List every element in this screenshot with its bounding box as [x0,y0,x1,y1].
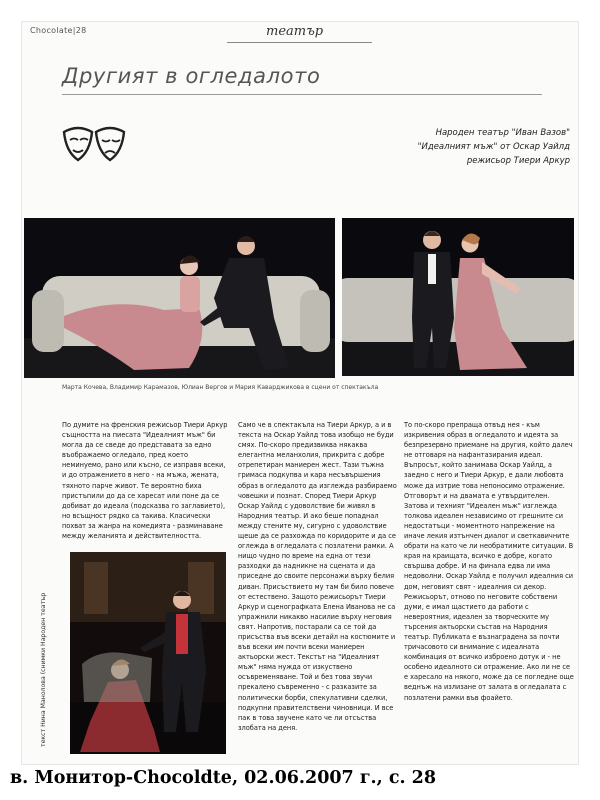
article-paragraph-3: То по-скоро препраща отвъд нея - към изкривения образ в огледалото и идеята за безпрезервно приемане на другия, който далеч не отговаря на нафантазирания идеал. Въпросът, който занимава Оскар Уайлд, а заедно с него и Тиери Аркур, е дали любовта може да изтрие това непоносимо отражение. Отговорът и на двамата е утвърдителен. Затова и техният "Идеален мъж" изглежда толкова идеален независимо от грешните си недостатъци - моментното напрежение на иначе лекия изтънчен диалог и светкавичните обрати на като че ли необратимите ситуации. В края на краищата, всичко е добре, когато свършва добре. И на финала едва ли има недоволни. Оскар Уайлд е получил идеалния си дом, неговият свят - идеалния си декор. Режисьорът, отново по неговите собствени думи, е имал щастието да работи с невероятния, идеален за творческите му търсения актьорски състав на Народния театър. Публиката е възнаградена за почти тричасовото си внимание с идеалната комбинация от всичко изброено дотук и - не особено идеалното си отражение. Ако ли не се е харесало на някого, може да се погледне още веднъж на излизане от залата в огледалата с позлатени рамки във фоайето. [404,421,574,702]
author-byline-text: текст Нина Манолова (снимки Народен театър [40,592,47,747]
title-rule [62,94,542,95]
section-divider [227,42,372,43]
credit-play: "Идеалният мъж" от Оскар Уайлд [417,142,570,152]
magazine-page-header: Chocolate|28 [30,26,87,35]
article-paragraph-1: По думите на френския режисьор Тиери Аркур същността на пиесата "Идеалният мъж" би могла да се сведе до представата за едно въображаемо огледало, пред което неминуемо, рано или късно, се изправя всеки, и до отражението в него - на мъжа, жената, тяхното парче живот. Те вероятно биха пристъпили до да се харесат или поне да се добиват до идеала (подсказва го заглавието), но всъщност рядко са такива. Класически похват за жанра на комедията - разминаване между желанията и действителността. [62,421,228,541]
source-citation: в. Монитор-Chocoldte, 02.06.2007 г., с. 28 [10,768,437,788]
magazine-page [22,22,578,764]
stage-photo-couple [342,218,574,376]
section-label: театър [266,24,324,39]
author-byline [40,422,56,747]
photo-caption: Мартa Кочева, Владимир Карамазов, Юлиан Вергов и Мария Каварджикова в сцени от спектакъла [62,384,379,391]
stage-photo-ensemble [70,552,226,754]
article-title: Другият в огледалото [62,64,321,88]
production-credits [320,126,570,168]
article-column-3 [404,420,574,703]
article-column-1 [62,420,230,541]
stage-photo-sofa-scene [24,218,335,378]
article-column-2 [238,420,398,733]
credit-director: режисьор Тиери Аркур [466,156,570,166]
theatre-masks-logo [60,122,130,166]
article-paragraph-2: Само че в спектакъла на Тиери Аркур, а и в текста на Оскар Уайлд това изобщо не буди смях. По-скоро предизвиква някаква елегантна меланхолия, прикрита с добре отрепетиран маниерен жест. Тази тъжна гримаса подкупва и кара несъвършения образ в огледалото да изглежда разбираемо човешки и познат. Според Тиери Аркур Оскар Уайлд с удоволствие би живял в Народния театър. И ако беше попаднал между стените му, сигурно с удоволствие щеше да се разхожда по коридорите и да се оглежда в огледалата с позлатени рамки. А нищо чудно по време на една от тези разходки да надникне на сцената и да приседне до своите персонажи върху белия диван. Присъствието му там би било повече от естествено. Защото режисьорът Тиери Аркур и сценографката Елена Иванова не са упражнили никакво насилие върху неговия свят. Напротив, постарали са се той да присъства във всеки детайл на костюмите и във всеки им почти всеки маниерен актьорски жест. Текстът на "Идеалният мъж" няма нужда от изкуствено осъвременяване. Той и без това звучи прекалено съвременно - с разказите за политически борби, спекулативни сделки, подкупни правителствени чиновници. И все пак в това звучене като че ли отсъства злобата на деня. [238,421,397,732]
credit-theatre: Народен театър "Иван Вазов" [435,128,570,138]
